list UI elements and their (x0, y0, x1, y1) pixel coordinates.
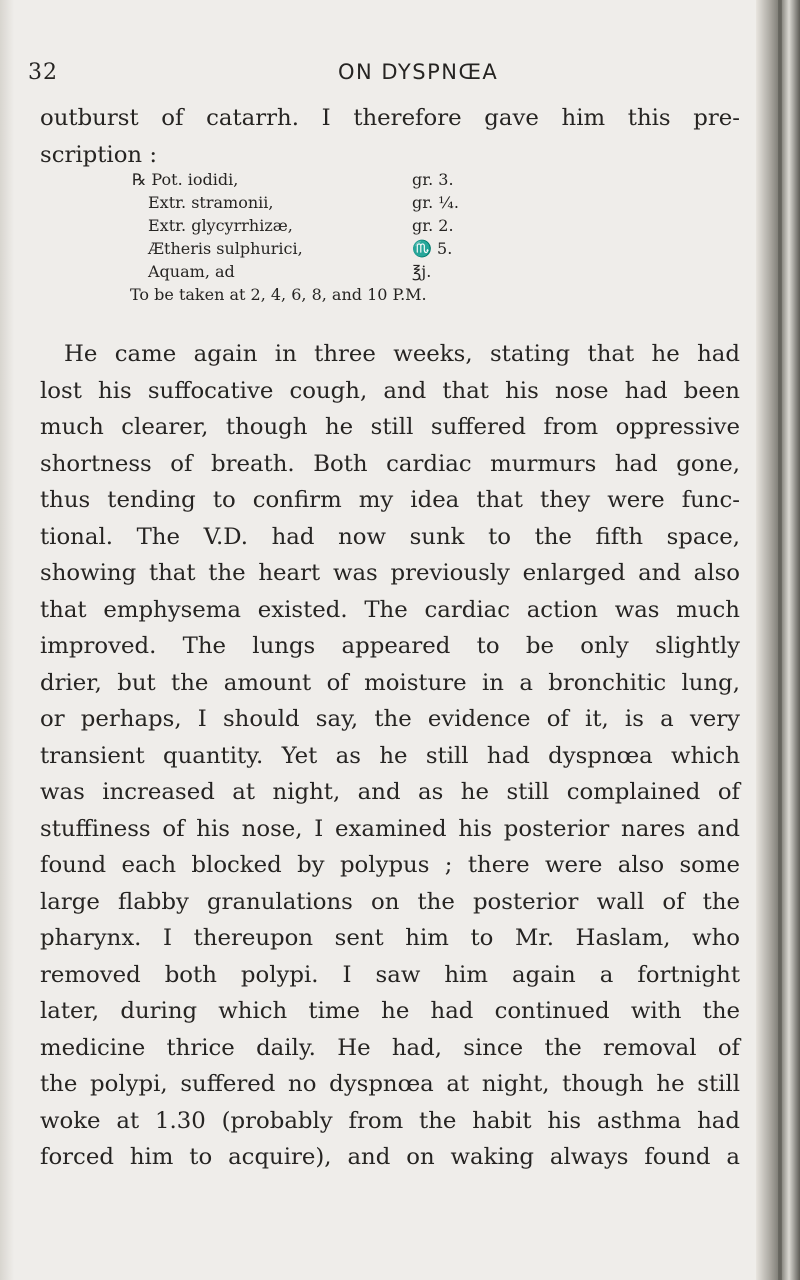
page-edge (756, 0, 800, 1280)
page-gutter-shadow (0, 0, 14, 1280)
text-line: drier, but the amount of moisture in a bronchitic lung, (40, 669, 740, 696)
dosage-instruction: To be taken at 2, 4, 6, 8, and 10 P.M. (130, 285, 427, 304)
prescription-item (132, 214, 632, 237)
text-line: He came again in three weeks, stating that he had (64, 341, 740, 367)
paragraph-case-report (40, 336, 740, 1176)
text-line: showing that the heart was previously enlarged and also (40, 560, 740, 586)
ingredient-name: Ætheris sulphurici, (148, 239, 303, 258)
ingredient-quantity: gr. 3. (412, 170, 454, 189)
text-line: large flabby granulations on the posterior wall of the (40, 888, 740, 915)
text-line: was increased at night, and as he still complained of (40, 779, 740, 805)
paragraph-intro (40, 100, 740, 173)
text-line: thus tending to confirm my idea that they were func- (40, 487, 740, 513)
ingredient-quantity: gr. ¼. (412, 193, 459, 212)
text-line: the polypi, suffered no dyspnœa at night, though he still (40, 1071, 740, 1097)
prescription-item (132, 237, 632, 260)
ingredient-name: Extr. glycyrrhizæ, (148, 216, 293, 235)
text-line: lost his suffocative cough, and that his nose had been (40, 377, 740, 404)
ingredient-name: Extr. stramonii, (148, 193, 274, 212)
text-line: improved. The lungs appeared to be only slightly (40, 633, 740, 659)
ingredient-quantity: ♏ 5. (412, 239, 453, 258)
running-head: ON DYSPNŒA (338, 60, 499, 84)
text-line: later, during which time he had continued with the (40, 998, 740, 1024)
prescription-item (132, 168, 632, 191)
text-line: stuffiness of his nose, I examined his posterior nares and (40, 815, 740, 842)
text-line: forced him to acquire), and on waking always found a (40, 1144, 740, 1170)
page-number: 32 (28, 60, 58, 85)
text-line: medicine thrice daily. He had, since the removal of (40, 1034, 740, 1061)
prescription-item (132, 191, 632, 214)
text-line: much clearer, though he still suffered from oppressive (40, 414, 740, 440)
prescription-block (130, 168, 632, 304)
text-line: woke at 1.30 (probably from the habit his asthma had (40, 1107, 740, 1134)
ingredient-quantity: ℥j. (412, 262, 432, 281)
ingredient-name: Aquam, ad (148, 262, 235, 281)
text-line: outburst of catarrh. I therefore gave him this pre- (40, 105, 740, 131)
text-line: or perhaps, I should say, the evidence of it, is a very (40, 706, 740, 732)
ingredient-name: ℞ Pot. iodidi, (132, 170, 239, 189)
text-line: scription : (40, 141, 158, 168)
page-header (0, 60, 800, 90)
text-line: pharynx. I thereupon sent him to Mr. Haslam, who (40, 925, 740, 951)
text-line: transient quantity. Yet as he still had dyspnœa which (40, 742, 740, 769)
text-line: that emphysema existed. The cardiac action was much (40, 596, 740, 623)
text-line: found each blocked by polypus ; there were also some (40, 852, 740, 878)
text-line: tional. The V.D. had now sunk to the fifth space, (40, 523, 740, 550)
ingredient-quantity: gr. 2. (412, 216, 454, 235)
text-line: removed both polypi. I saw him again a fortnight (40, 961, 740, 988)
prescription-item (132, 260, 632, 283)
text-line: shortness of breath. Both cardiac murmurs had gone, (40, 450, 740, 477)
